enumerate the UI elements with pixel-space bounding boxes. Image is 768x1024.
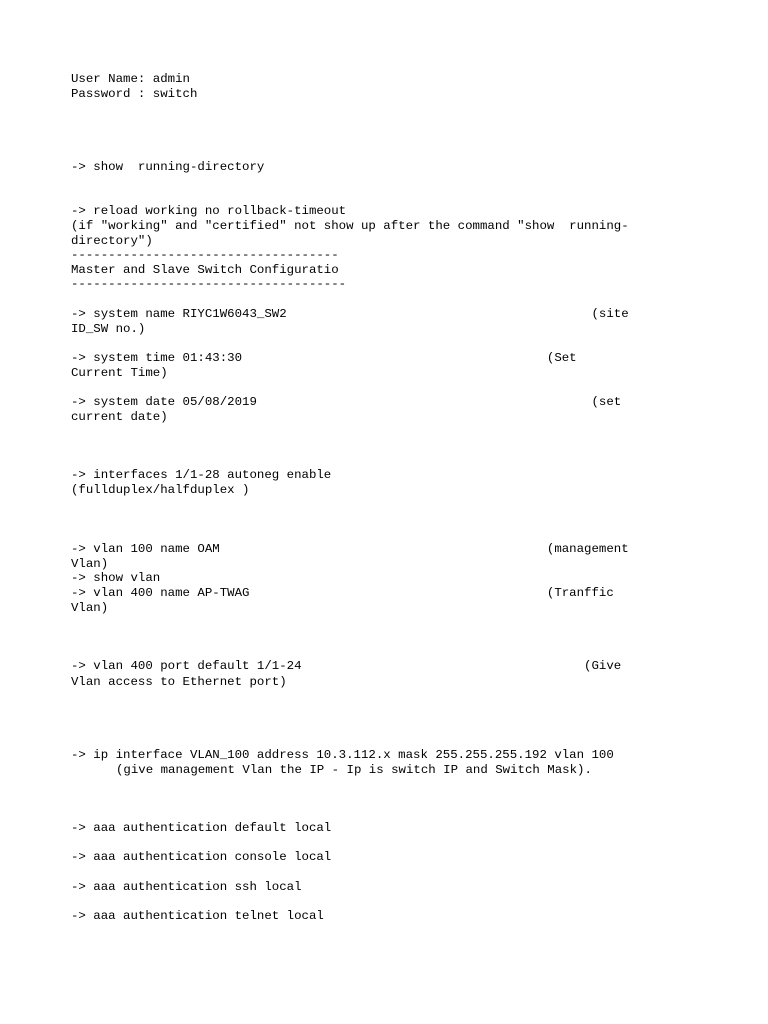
system-time-cmd: -> system time 01:43:30 (Set (71, 351, 577, 365)
interfaces-autoneg-cmd: -> interfaces 1/1-28 autoneg enable (71, 468, 332, 482)
reload-note-line-1: (if "working" and "certified" not show up after the command "show running- (71, 219, 629, 233)
system-name-note: ID_SW no.) (71, 322, 146, 336)
vlan-100-cmd: -> vlan 100 name OAM (management (71, 542, 629, 556)
username-line: User Name: admin (71, 72, 190, 86)
vlan-100-note: Vlan) (71, 557, 109, 571)
reload-working-cmd: -> reload working no rollback-timeout (71, 204, 347, 218)
vlan-400-cmd: -> vlan 400 name AP-TWAG (Tranffic (71, 586, 614, 600)
system-date-note: current date) (71, 410, 168, 424)
aaa-default-cmd: -> aaa authentication default local (71, 821, 332, 835)
system-name-cmd: -> system name RIYC1W6043_SW2 (site (71, 307, 629, 321)
aaa-telnet-cmd: -> aaa authentication telnet local (71, 909, 324, 923)
ip-interface-note: (give management Vlan the IP - Ip is switch IP and Switch Mask). (116, 763, 592, 777)
separator-line-bottom: ------------------------------------- (71, 277, 347, 291)
reload-note-line-2: directory") (71, 234, 153, 248)
password-line: Password : switch (71, 87, 198, 101)
separator-line-top: ------------------------------------ (71, 248, 339, 262)
ip-interface-cmd: -> ip interface VLAN_100 address 10.3.112.x mask 255.255.255.192 vlan 100 (71, 748, 614, 762)
section-heading: Master and Slave Switch Configuratio (71, 263, 339, 277)
vlan-port-default-cmd: -> vlan 400 port default 1/1-24 (Give (71, 659, 622, 673)
interfaces-duplex-note: (fullduplex/halfduplex ) (71, 483, 250, 497)
show-running-directory-cmd: -> show running-directory (71, 160, 265, 174)
vlan-port-default-note: Vlan access to Ethernet port) (71, 675, 287, 689)
vlan-400-note: Vlan) (71, 601, 109, 615)
aaa-console-cmd: -> aaa authentication console local (71, 850, 332, 864)
system-time-note: Current Time) (71, 366, 168, 380)
system-date-cmd: -> system date 05/08/2019 (set (71, 395, 622, 409)
show-vlan-cmd: -> show vlan (71, 571, 161, 585)
aaa-ssh-cmd: -> aaa authentication ssh local (71, 880, 302, 894)
